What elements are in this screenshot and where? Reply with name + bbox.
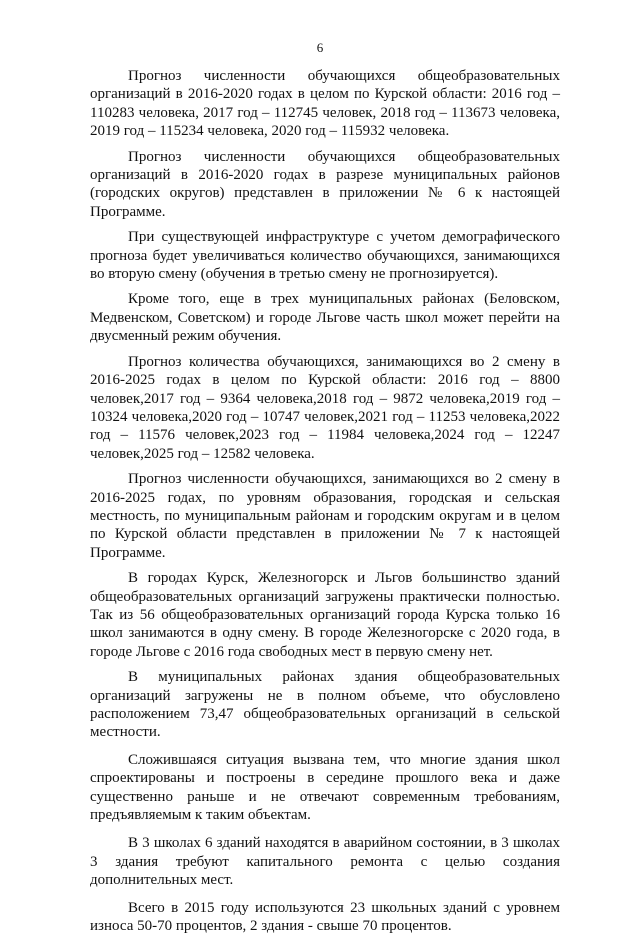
paragraph-two-shift-districts: Кроме того, еще в трех муниципальных районах (Беловском, Медвенском, Советском) и городе Льгове часть школ может перейти на двусменный режим обучения.: [90, 291, 560, 345]
paragraph-emergency-buildings: В 3 школах 6 зданий находятся в аварийном состоянии, в 3 школах 3 здания требуют капитального ремонта с целью создания дополнительных мест.: [90, 835, 560, 889]
page-number: 6: [316, 40, 324, 55]
paragraph-building-wear: Всего в 2015 году используются 23 школьных зданий с уровнем износа 50-70 процентов, 2 здания - свыше 70 процентов.: [90, 899, 560, 935]
paragraph-second-shift-growth: При существующей инфраструктуре с учетом демографического прогноза будет увеличиваться количество обучающихся, занимающихся во вторую смену (обучения в третью смену не прогнозируется).: [90, 229, 560, 283]
paragraph-rural-schools-load: В муниципальных районах здания общеобразовательных организаций загружены не в полном объеме, что обусловлено расположением 73,47 общеобразовательных организаций в сельской местности.: [90, 669, 560, 741]
paragraph-building-age: Сложившаяся ситуация вызвана тем, что многие здания школ спроектированы и построены в середине прошлого века и даже существенно раньше и не отвечают современным требованиям, предъявляемым к таким объектам.: [90, 751, 560, 824]
paragraph-municipal-forecast: Прогноз численности обучающихся общеобразовательных организаций в 2016-2020 годах в разрезе муниципальных районов (городских округов) представлен в приложении № 6 к настоящей Программе.: [90, 148, 560, 220]
document-body: [90, 67, 560, 942]
paragraph-enrollment-forecast: Прогноз численности обучающихся общеобразовательных организаций в 2016-2020 годах в целом по Курской области: 2016 год – 110283 человека, 2017 год – 112745 человек, 2018 год – 113673 человека, 2019 год – 115234 человека, 2020 год – 115932 человека.: [90, 68, 560, 140]
paragraph-second-shift-by-level: Прогноз численности обучающихся, занимающихся во 2 смену в 2016-2025 годах, по уровням образования, городская и сельская местность, по муниципальным районам и городским округам и в целом по Курской области представлен в приложении № 7 к настоящей Программе.: [90, 471, 560, 561]
paragraph-second-shift-forecast: Прогноз количества обучающихся, занимающихся во 2 смену в 2016-2025 годах в целом по Курской области: 2016 год – 8800 человек,2017 год – 9364 человека,2018 год – 9872 человека,2019 год – 10324 человека,2020 год – 10747 человек,2021 год – 11253 человека,2022 год – 11576 человек,2023 год – 11984 человека,2024 год – 12247 человек,2025 год – 12582 человека.: [90, 353, 560, 462]
paragraph-city-schools-load: В городах Курск, Железногорск и Льгов большинство зданий общеобразовательных организаций загружены практически полностью. Так из 56 общеобразовательных организаций города Курска только 16 школ занимаются в одну смену. В городе Железногорске с 2020 года, в городе Льгове с 2016 года свободных мест в первую смену нет.: [90, 570, 560, 660]
